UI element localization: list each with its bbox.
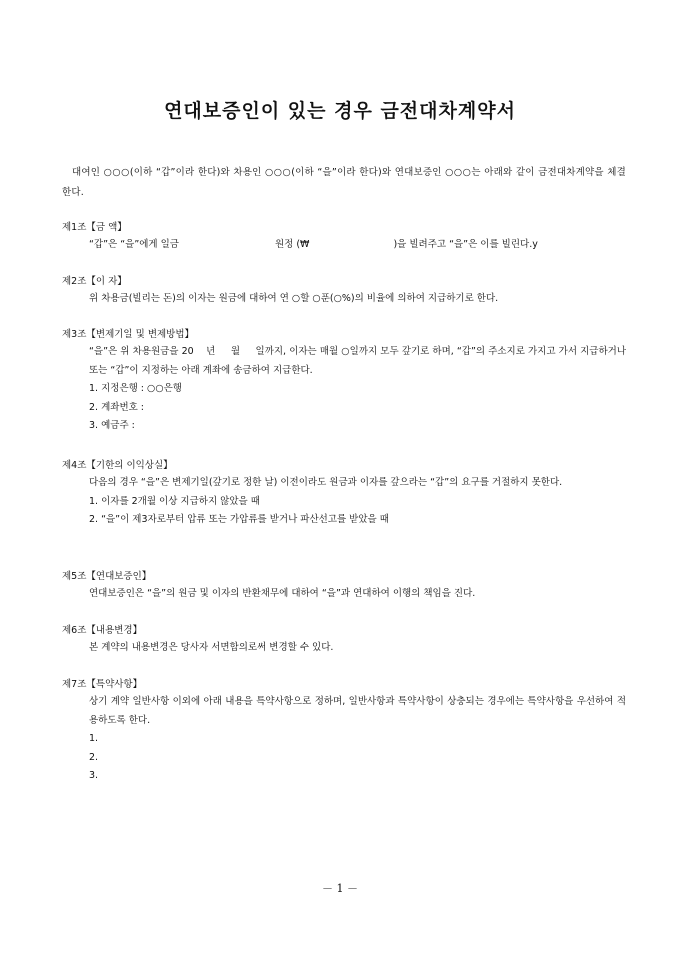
article-paragraph: 본 계약의 내용변경은 당사자 서면합의로써 변경할 수 있다. xyxy=(89,642,334,653)
article-7 xyxy=(62,677,626,786)
article-body xyxy=(62,639,626,658)
page-number: － 1 － xyxy=(322,882,358,895)
article-body xyxy=(62,693,626,786)
article-paragraph: 위 차용금(빌리는 돈)의 이자는 원금에 대하여 연 ○할 ○푼(○%)의 비율에 의하여 지급하기로 한다. xyxy=(89,293,499,304)
amount-line xyxy=(89,236,626,255)
article-paragraph: “을”은 위 차용원금을 20 년 월 일까지, 이자는 매월 ○일까지 모두 갚기로 하며, “갑”의 주소지로 가지고 가서 지급하거나 또는 “갑”이 지정하는 아래 계좌에 송금하여 지급한다. xyxy=(89,346,630,376)
article-heading: 제4조【기한의 이익상실】 xyxy=(62,460,173,471)
article-heading: 제1조【금 액】 xyxy=(62,222,127,233)
list-item: 1. 지정은행 : ○○은행 xyxy=(89,383,182,394)
article-paragraph: 다음의 경우 “을”은 변제기일(갚기로 정한 날) 이전이라도 원금과 이자를 갚으라는 “갑”의 요구를 거절하지 못한다. xyxy=(89,477,563,488)
list-item: 1. xyxy=(89,733,99,744)
list-item: 2. 계좌번호 : xyxy=(89,401,145,413)
amount-text-b: 원정 (₩ xyxy=(274,239,310,250)
article-body xyxy=(62,474,626,530)
list-item: 2. “을”이 제3자로부터 압류 또는 가압류를 받거나 파산선고를 받았을 때 xyxy=(89,514,389,525)
list-item: 3. 예금주 : xyxy=(89,420,135,431)
article-2 xyxy=(62,274,626,309)
article-heading: 제3조【변제기일 및 변제방법】 xyxy=(62,329,195,340)
article-body xyxy=(62,343,630,436)
article-heading: 제6조【내용변경】 xyxy=(62,625,143,636)
document-title: 연대보증인이 있는 경우 금전대차계약서 xyxy=(164,100,516,122)
list-item: 1. 이자를 2개월 이상 지급하지 않았을 때 xyxy=(89,495,260,507)
article-heading: 제2조【이 자】 xyxy=(62,276,127,287)
article-paragraph: 상기 계약 일반사항 이외에 아래 내용을 특약사항으로 정하며, 일반사항과 특약사항이 상충되는 경우에는 특약사항을 우선하여 적용하도록 한다. xyxy=(89,696,626,726)
article-heading: 제7조【특약사항】 xyxy=(62,679,143,690)
article-1 xyxy=(62,220,626,255)
article-heading: 제5조【연대보증인】 xyxy=(62,571,152,582)
article-4 xyxy=(62,458,626,530)
amount-text-c: )을 빌려주고 “을”은 이를 빌린다.y xyxy=(393,239,538,250)
article-body xyxy=(62,585,626,604)
list-item: 2. xyxy=(89,751,99,763)
article-body xyxy=(62,236,626,255)
intro-paragraph: 대여인 ○○○(이하 “갑”이라 한다)와 차용인 ○○○(이하 “을”이라 한다)와 연대보증인 ○○○는 아래와 같이 금전대차계약을 체결한다. xyxy=(62,167,626,198)
list-item: 3. xyxy=(89,770,99,781)
article-6 xyxy=(62,623,626,658)
article-3 xyxy=(62,327,630,436)
article-paragraph: 연대보증인은 “을”의 원금 및 이자의 반환채무에 대하여 “을”과 연대하여 이행의 책임을 진다. xyxy=(89,588,476,599)
article-5 xyxy=(62,569,626,604)
amount-text-a: “갑”은 “을”에게 일금 xyxy=(89,239,179,250)
article-body xyxy=(62,290,626,309)
